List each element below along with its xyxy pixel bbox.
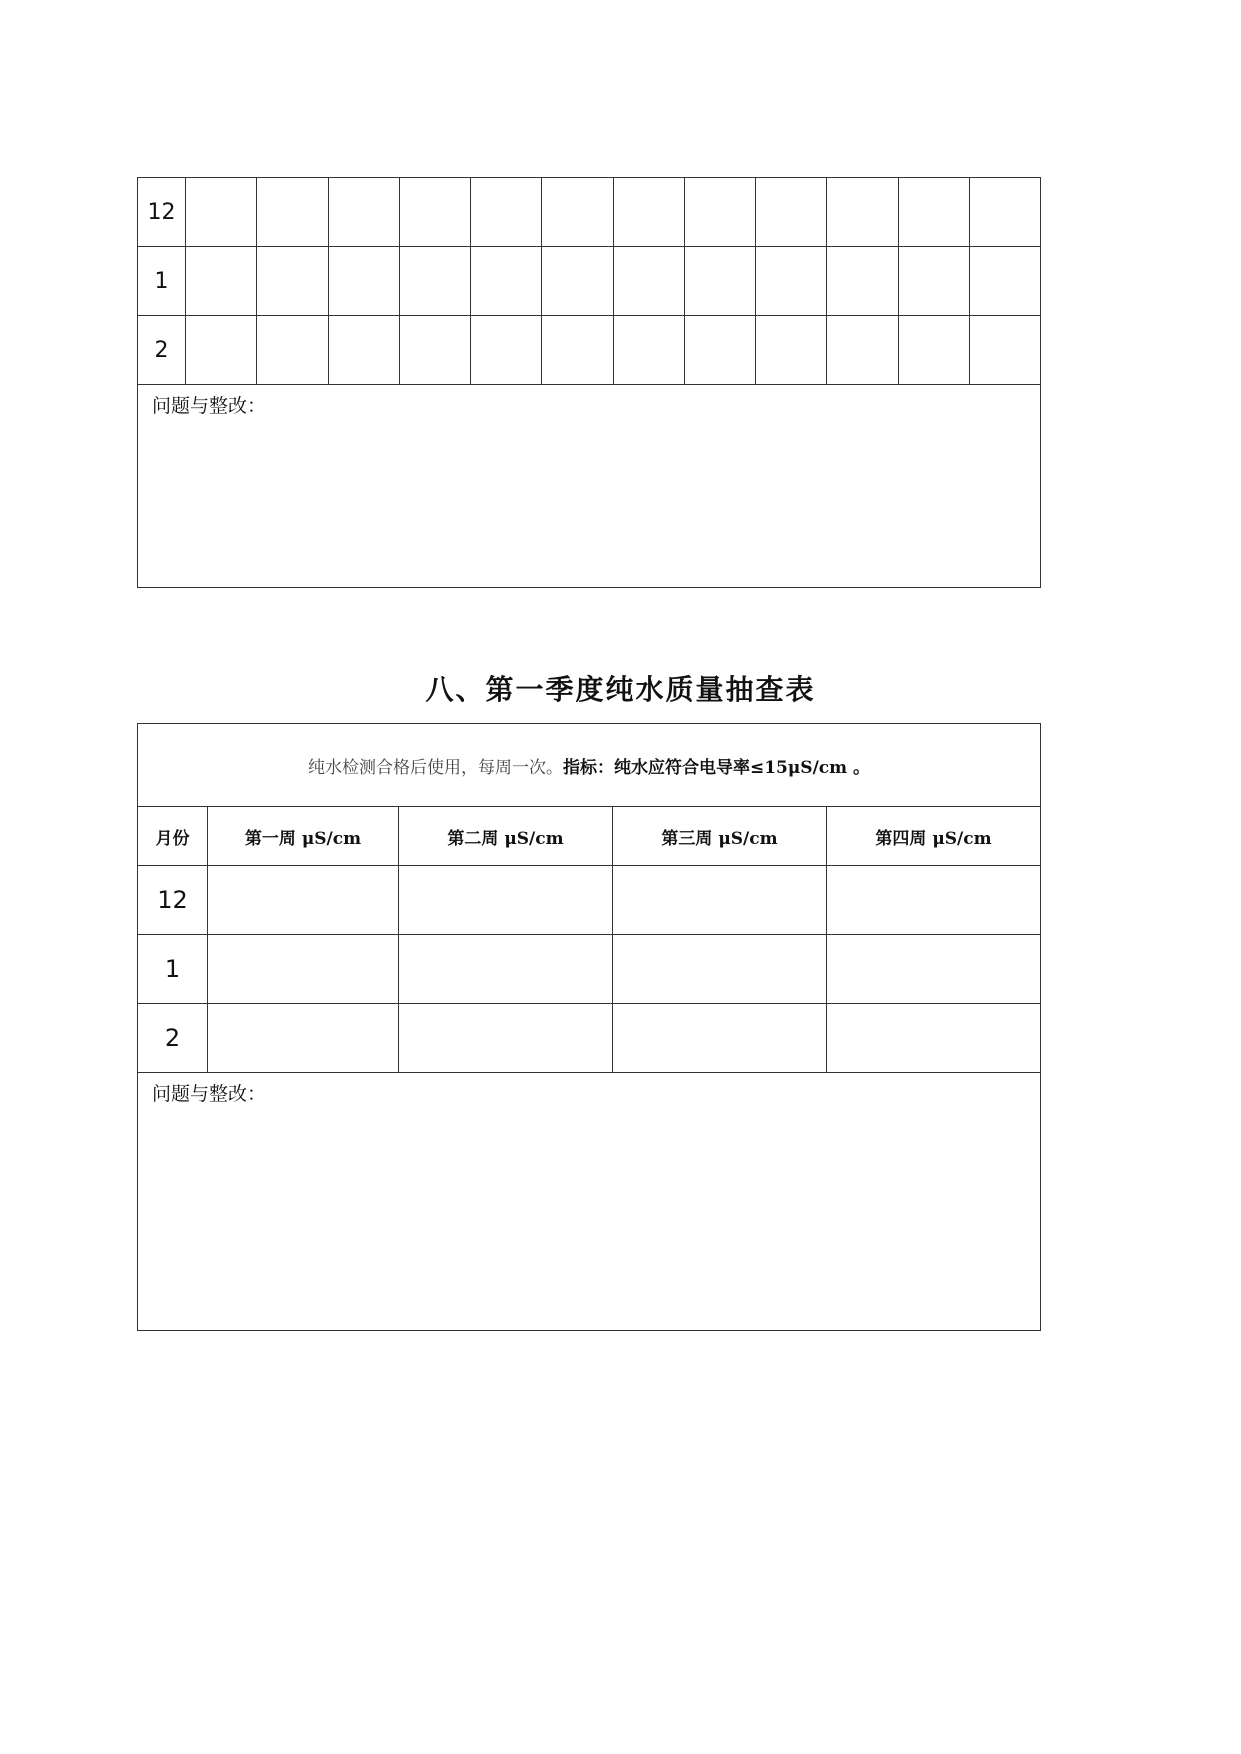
grid-cell[interactable] xyxy=(684,178,755,247)
grid-cell[interactable] xyxy=(684,316,755,385)
grid-cell[interactable] xyxy=(613,316,684,385)
week-4-cell[interactable] xyxy=(827,1004,1041,1073)
table-row xyxy=(138,178,1041,247)
instruction-criteria: 指标：纯水应符合电导率≤15μS/cm 。 xyxy=(562,757,871,778)
grid-cell[interactable] xyxy=(684,247,755,316)
week-2-cell[interactable] xyxy=(399,866,613,935)
grid-cell[interactable] xyxy=(186,247,257,316)
grid-cell[interactable] xyxy=(898,247,969,316)
grid-cell[interactable] xyxy=(328,316,399,385)
issues-label: 问题与整改： xyxy=(152,395,267,417)
grid-cell[interactable] xyxy=(399,247,470,316)
grid-cell[interactable] xyxy=(186,178,257,247)
notes-row xyxy=(138,1073,1041,1331)
grid-cell[interactable] xyxy=(969,178,1040,247)
grid-cell[interactable] xyxy=(186,316,257,385)
grid-cell[interactable] xyxy=(257,316,328,385)
table-row xyxy=(138,316,1041,385)
month-cell: 12 xyxy=(138,866,208,935)
issues-label: 问题与整改： xyxy=(152,1083,267,1105)
grid-cell[interactable] xyxy=(613,247,684,316)
grid-cell[interactable] xyxy=(969,316,1040,385)
grid-cell[interactable] xyxy=(613,178,684,247)
grid-cell[interactable] xyxy=(542,316,613,385)
header-week-3: 第三周 μS/cm xyxy=(613,807,827,866)
grid-cell[interactable] xyxy=(328,247,399,316)
issues-notes-cell[interactable] xyxy=(138,385,1041,588)
header-week-4: 第四周 μS/cm xyxy=(827,807,1041,866)
grid-cell[interactable] xyxy=(328,178,399,247)
month-cell: 12 xyxy=(138,178,186,247)
header-week-1: 第一周 μS/cm xyxy=(208,807,399,866)
grid-cell[interactable] xyxy=(471,316,542,385)
grid-cell[interactable] xyxy=(257,178,328,247)
grid-cell[interactable] xyxy=(827,316,898,385)
notes-row xyxy=(138,385,1041,588)
month-cell: 1 xyxy=(138,247,186,316)
grid-cell[interactable] xyxy=(898,316,969,385)
daily-check-table xyxy=(137,177,1041,588)
header-row xyxy=(138,807,1041,866)
month-cell: 1 xyxy=(138,935,208,1004)
grid-cell[interactable] xyxy=(542,178,613,247)
grid-cell[interactable] xyxy=(756,316,827,385)
week-2-cell[interactable] xyxy=(399,1004,613,1073)
section-title: 八、第一季度纯水质量抽查表 xyxy=(425,673,816,706)
header-week-2: 第二周 μS/cm xyxy=(399,807,613,866)
month-cell: 2 xyxy=(138,316,186,385)
month-cell: 2 xyxy=(138,1004,208,1073)
week-1-cell[interactable] xyxy=(208,866,399,935)
issues-notes-cell[interactable] xyxy=(138,1073,1041,1331)
grid-cell[interactable] xyxy=(898,178,969,247)
grid-cell[interactable] xyxy=(542,247,613,316)
week-4-cell[interactable] xyxy=(827,935,1041,1004)
grid-cell[interactable] xyxy=(257,247,328,316)
instruction-text: 纯水检测合格后使用，每周一次。 xyxy=(307,757,563,778)
grid-cell[interactable] xyxy=(969,247,1040,316)
grid-cell[interactable] xyxy=(827,178,898,247)
grid-cell[interactable] xyxy=(399,316,470,385)
grid-cell[interactable] xyxy=(756,178,827,247)
header-month: 月份 xyxy=(138,807,208,866)
grid-cell[interactable] xyxy=(827,247,898,316)
week-3-cell[interactable] xyxy=(613,1004,827,1073)
table-row xyxy=(138,247,1041,316)
grid-cell[interactable] xyxy=(471,247,542,316)
water-quality-table xyxy=(137,723,1041,1331)
table-row xyxy=(138,866,1041,935)
week-1-cell[interactable] xyxy=(208,1004,399,1073)
table-row xyxy=(138,1004,1041,1073)
grid-cell[interactable] xyxy=(756,247,827,316)
week-3-cell[interactable] xyxy=(613,866,827,935)
week-1-cell[interactable] xyxy=(208,935,399,1004)
week-2-cell[interactable] xyxy=(399,935,613,1004)
grid-cell[interactable] xyxy=(471,178,542,247)
week-3-cell[interactable] xyxy=(613,935,827,1004)
week-4-cell[interactable] xyxy=(827,866,1041,935)
grid-cell[interactable] xyxy=(399,178,470,247)
instruction-cell xyxy=(138,724,1041,807)
table-row xyxy=(138,935,1041,1004)
